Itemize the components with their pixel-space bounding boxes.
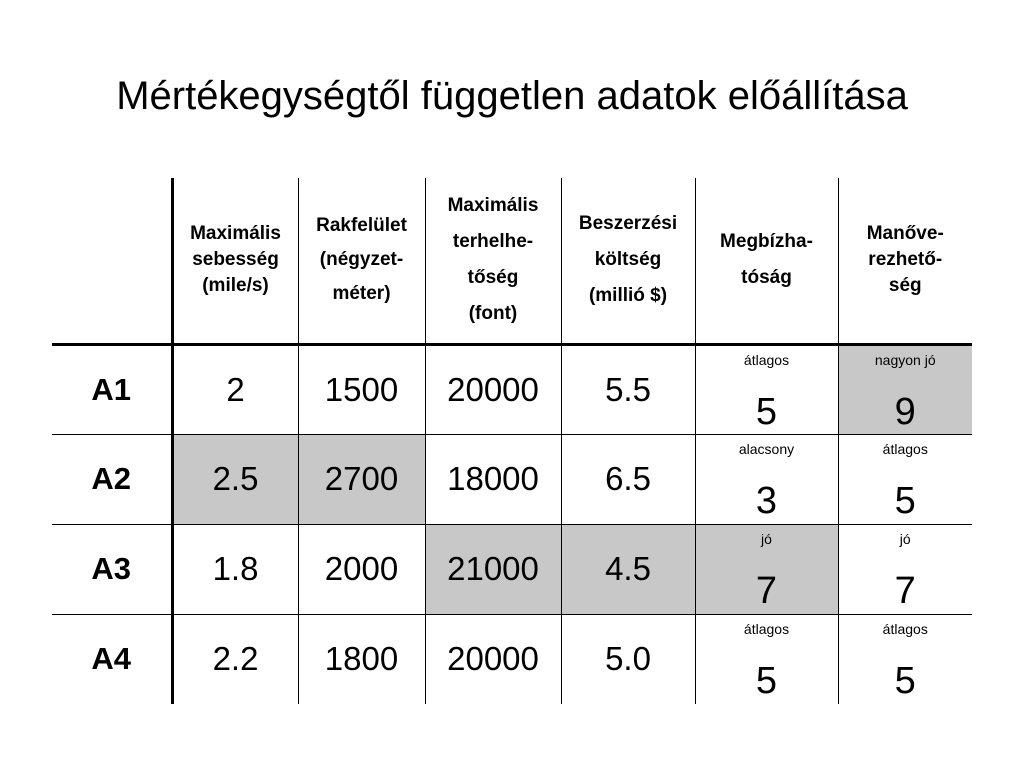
- rating-value: 9: [894, 390, 916, 433]
- header-maneuverability: Manőve- rezhető- ség: [838, 178, 972, 344]
- row-label: A4: [91, 641, 132, 677]
- rating-label: alacsony: [738, 440, 795, 457]
- corner-cell: [52, 178, 172, 344]
- row-label: A1: [52, 344, 172, 434]
- cell-max-speed: 2: [172, 344, 298, 434]
- rating-label: jó: [761, 530, 772, 547]
- cell-max-load: 18000: [425, 434, 561, 524]
- rating-label: átlagos: [882, 440, 928, 457]
- cell-purchase-cost: 6.5: [561, 434, 695, 524]
- row-label: A2: [52, 434, 172, 524]
- cell-cargo-area: 1500: [298, 344, 425, 434]
- comparison-table: [52, 178, 972, 704]
- rating-value: 5: [755, 659, 778, 702]
- cell-cargo-area: 2700: [298, 434, 425, 524]
- cell-max-speed: 2.5: [172, 434, 298, 524]
- row-label: A3: [52, 524, 172, 614]
- cell-max-speed: 2.2: [172, 614, 298, 704]
- table-row-a4: [52, 614, 972, 704]
- table-row-a2: [52, 434, 972, 524]
- header-row: [52, 178, 972, 344]
- rating-value: 5: [755, 390, 778, 433]
- rating-label: nagyon jó: [874, 351, 936, 368]
- rating-label: átlagos: [743, 620, 790, 637]
- rating-label: jó: [899, 530, 911, 547]
- rating-label: átlagos: [743, 351, 790, 368]
- table-row-a1: [52, 344, 972, 434]
- rating-value: 5: [894, 659, 916, 702]
- header-cargo-area: Rakfelület (négyzet- méter): [298, 178, 425, 344]
- rating-value: 7: [894, 569, 916, 612]
- cell-cargo-area: 2000: [298, 524, 425, 614]
- header-reliability: Megbízha- tóság: [695, 178, 838, 344]
- cell-max-load: 20000: [425, 614, 561, 704]
- cell-maneuverability: [838, 614, 972, 704]
- cell-purchase-cost: 5.5: [561, 344, 695, 434]
- rating-value: 5: [894, 479, 916, 522]
- cell-reliability: [695, 524, 838, 614]
- slide-title: Mértékegységtől független adatok előállítása: [116, 74, 908, 118]
- cell-maneuverability: [838, 524, 972, 614]
- header-purchase-cost: Beszerzési költség (millió $): [561, 178, 695, 344]
- cell-purchase-cost: 4.5: [561, 524, 695, 614]
- rating-label: átlagos: [882, 620, 928, 637]
- cell-reliability: [695, 434, 838, 524]
- cell-cargo-area: 1800: [298, 614, 425, 704]
- cell-reliability: [695, 344, 838, 434]
- cell-maneuverability: [838, 434, 972, 524]
- cell-maneuverability: [838, 344, 972, 434]
- cell-max-load: 21000: [425, 524, 561, 614]
- rating-value: 7: [755, 569, 778, 612]
- header-max-load: Maximális terhelhe- tőség (font): [425, 178, 561, 344]
- rating-value: 3: [755, 479, 778, 522]
- header-max-speed: Maximális sebesség (mile/s): [172, 178, 298, 344]
- cell-max-load: 20000: [425, 344, 561, 434]
- cell-max-speed: 1.8: [172, 524, 298, 614]
- cell-reliability: [695, 614, 838, 704]
- cell-purchase-cost: 5.0: [561, 614, 695, 704]
- table-row-a3: [52, 524, 972, 614]
